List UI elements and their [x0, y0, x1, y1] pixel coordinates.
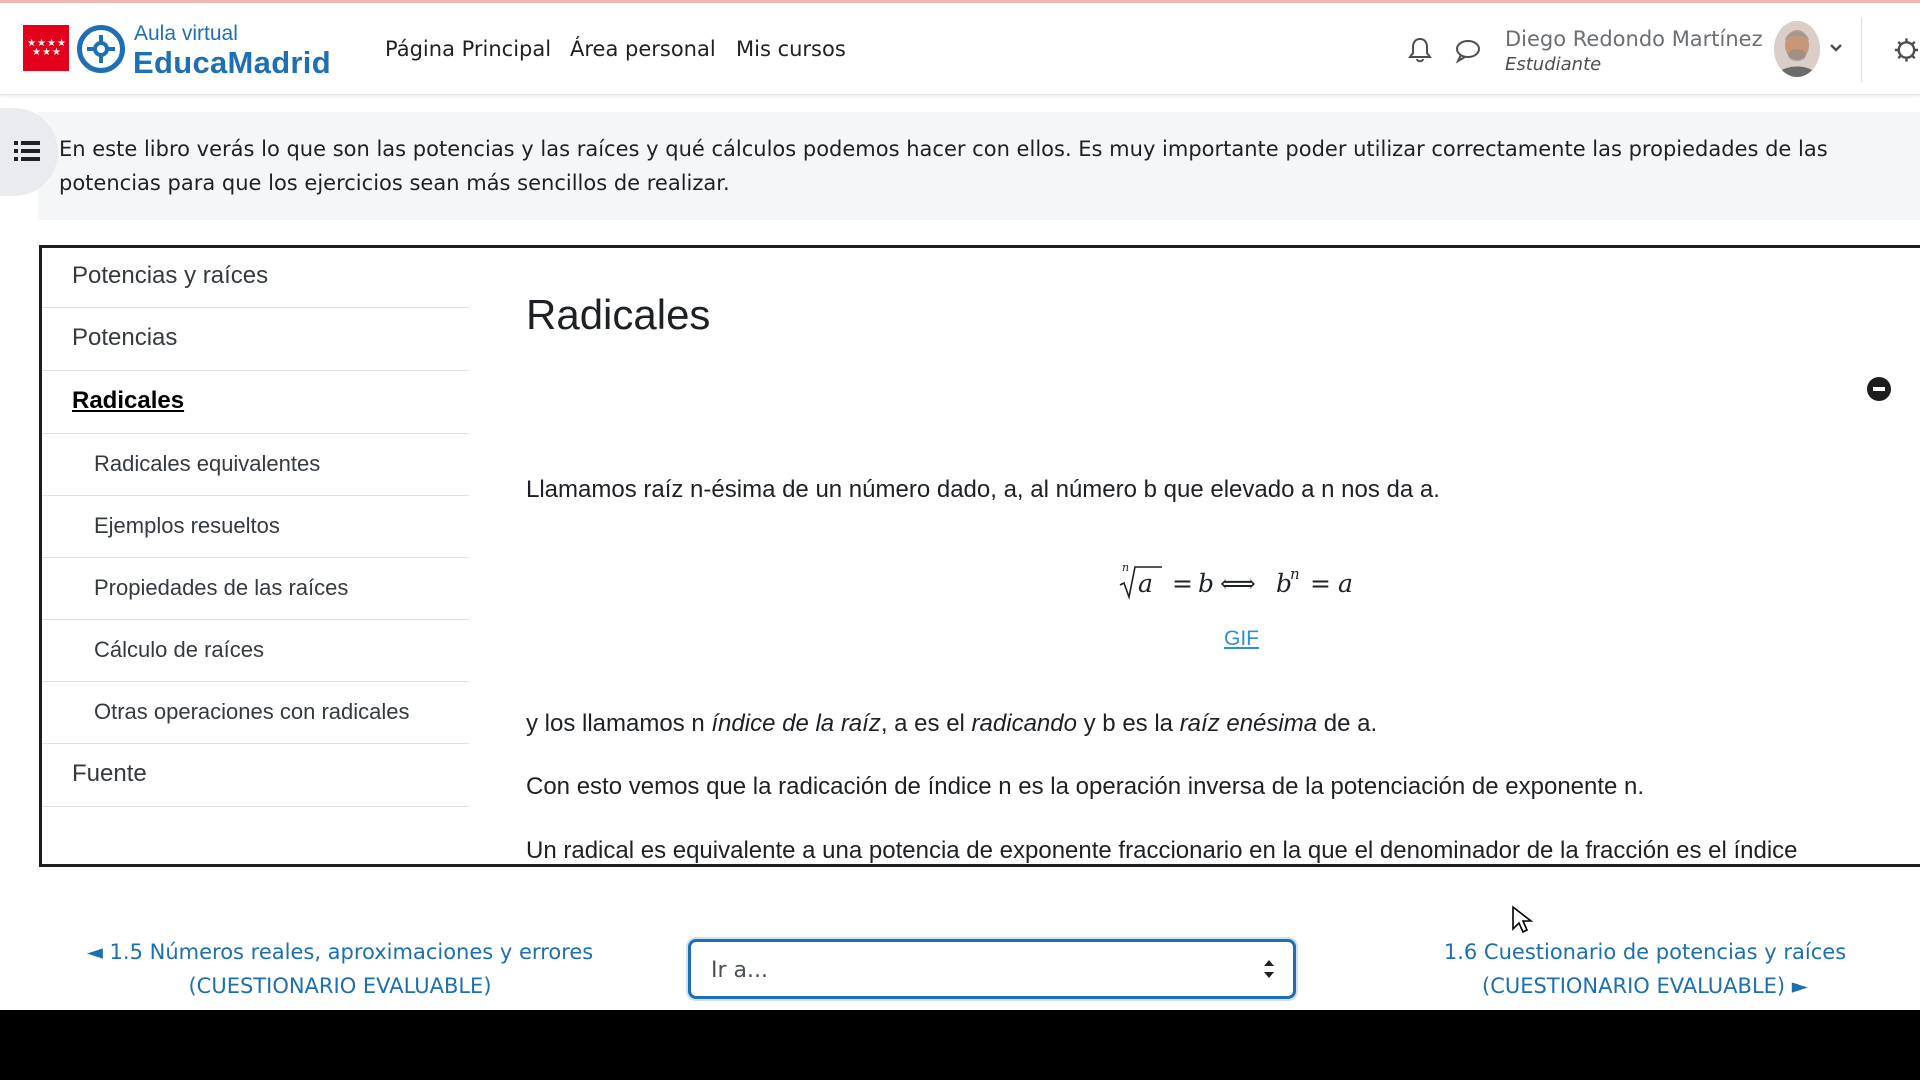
chevron-down-icon[interactable]	[1829, 43, 1843, 53]
avatar[interactable]	[1774, 21, 1820, 77]
toc-item-calculo-raices[interactable]: Cálculo de raíces	[42, 620, 469, 682]
educamadrid-logo-icon[interactable]	[77, 25, 125, 73]
toc-item-radicales-equivalentes[interactable]: Radicales equivalentes	[42, 434, 469, 496]
user-role: Estudiante	[1505, 54, 1602, 75]
paragraph-definition: Llamamos raíz n-ésima de un número dado, a, al número b que elevado a n nos da a.	[526, 476, 1440, 503]
brand-title[interactable]: EducaMadrid	[133, 45, 331, 80]
toc-item-ejemplos-resueltos[interactable]: Ejemplos resueltos	[42, 496, 469, 558]
svg-text:n: n	[1122, 561, 1130, 574]
nav-mis-cursos[interactable]: Mis cursos	[736, 37, 846, 61]
chapter-title: Radicales	[526, 291, 711, 338]
toc-item-radicales[interactable]: Radicales	[42, 371, 469, 434]
nav-pagina-principal[interactable]: Página Principal	[385, 37, 552, 61]
select-arrows-icon	[1263, 958, 1275, 980]
gear-icon[interactable]	[1893, 36, 1920, 64]
chat-icon[interactable]	[1454, 38, 1482, 64]
nav-area-personal[interactable]: Área personal	[570, 37, 716, 61]
paragraph-terms: y los llamamos n índice de la raíz, a es el radicando y b es la raíz enésima de a.	[526, 710, 1378, 737]
mouse-cursor-icon	[1511, 905, 1533, 935]
collapse-icon[interactable]	[1867, 377, 1891, 401]
navbar-divider	[1861, 18, 1862, 82]
next-activity-link[interactable]: 1.6 Cuestionario de potencias y raíces (CUESTIONARIO EVALUABLE) ►	[1443, 940, 1847, 998]
jump-to-select[interactable]	[688, 939, 1296, 999]
svg-text:a: a	[1138, 569, 1153, 598]
user-name[interactable]: Diego Redondo Martínez	[1505, 27, 1763, 51]
book-frame	[39, 245, 1920, 867]
toc-item-potencias-y-raices[interactable]: Potencias y raíces	[42, 248, 469, 308]
svg-text:b: b	[1198, 569, 1215, 598]
svg-text:=: =	[1310, 569, 1331, 598]
svg-text:b: b	[1276, 569, 1293, 598]
paragraph-fractional: Un radical es equivalente a una potencia de exponente fraccionario en la que el denominador de la fracción es el índice	[526, 837, 1798, 864]
brand-subtitle: Aula virtual	[134, 22, 238, 45]
intro-text: En este libro verás lo que son las potencias y las raíces y qué cálculos podemos hacer con ellos. Es muy importante poder utilizar correctamente las propiedades de las potencias para que los ejercicios sean más sencillos de realizar.	[59, 137, 1828, 195]
book-toc	[42, 248, 469, 807]
paragraph-inverse: Con esto vemos que la radicación de índice n es la operación inversa de la potenciación de exponente n.	[526, 773, 1645, 800]
comunidad-madrid-logo[interactable]: ★★★★ ★★★	[23, 25, 69, 71]
book-intro	[38, 112, 1920, 220]
toc-item-fuente[interactable]: Fuente	[42, 744, 469, 807]
toc-item-potencias[interactable]: Potencias	[42, 308, 469, 371]
jump-to-value: Ir a...	[711, 958, 768, 983]
svg-text:a: a	[1338, 569, 1353, 598]
toc-item-propiedades-raices[interactable]: Propiedades de las raíces	[42, 558, 469, 620]
svg-text:n: n	[1290, 565, 1300, 583]
previous-activity-link[interactable]: ◄ 1.5 Números reales, aproximaciones y errores (CUESTIONARIO EVALUABLE)	[86, 940, 594, 998]
navbar	[0, 3, 1920, 95]
gif-link[interactable]: GIF	[1224, 627, 1259, 650]
list-icon	[14, 140, 40, 162]
radical-formula	[1116, 559, 1376, 603]
toc-item-otras-operaciones[interactable]: Otras operaciones con radicales	[42, 682, 469, 744]
svg-text:⟺: ⟺	[1220, 569, 1256, 598]
bell-icon[interactable]	[1407, 36, 1433, 64]
svg-text:=: =	[1172, 569, 1193, 598]
